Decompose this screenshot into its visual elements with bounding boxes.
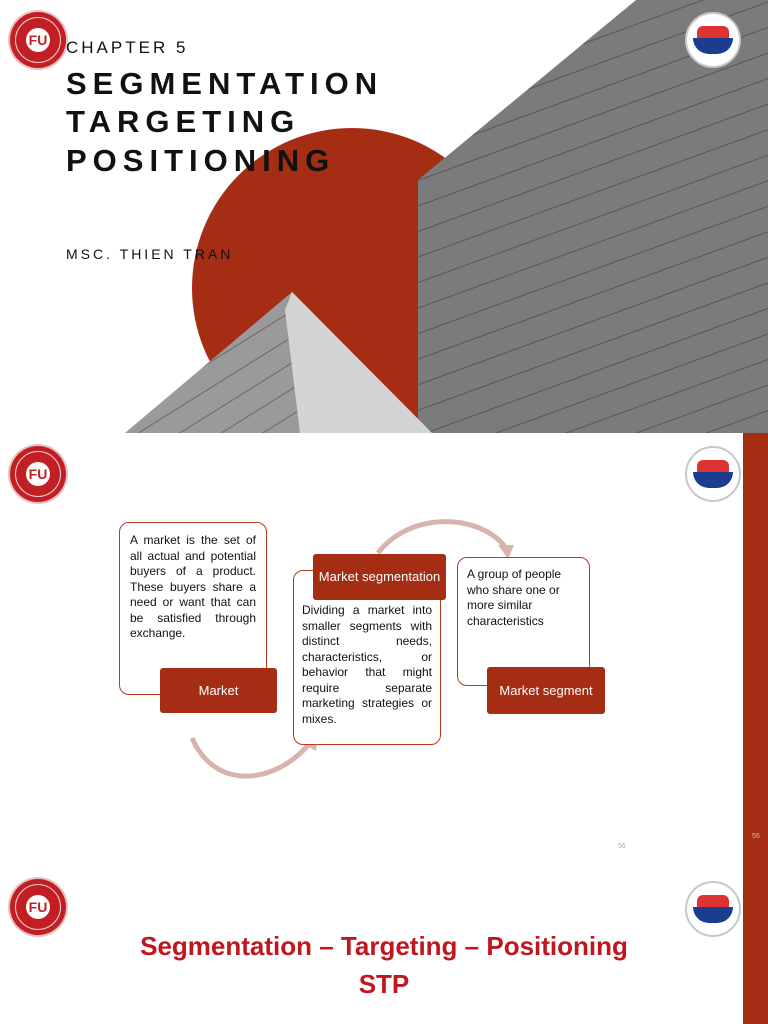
partner-university-seal-icon [685,881,741,937]
stp-title: Segmentation – Targeting – Positioning [140,931,628,961]
segmentation-label: Market segmentation [313,554,446,600]
title-slide-background [0,0,768,433]
title-positioning: POSITIONING [66,143,336,178]
segment-label: Market segment [487,667,605,714]
market-segmentation-slide [0,433,768,865]
chapter-label: CHAPTER 5 [66,38,189,57]
upper-curve-arrow [378,522,506,553]
author-name: MSC. THIEN TRAN [66,246,234,262]
title-targeting: TARGETING [66,104,301,139]
side-page-number: 56 [752,833,760,840]
stp-abbreviation: STP [358,969,410,999]
university-seal-icon: FU [10,446,66,502]
title-slide [0,0,768,433]
lower-curve-arrow [192,738,310,776]
page-number: 56 [618,843,626,850]
partner-university-seal-icon [685,12,741,68]
title-segmentation: SEGMENTATION [66,66,384,101]
stp-slide [0,865,768,1024]
market-label: Market [160,668,277,713]
university-seal-icon: FU [10,879,66,935]
university-seal-icon: FU [10,12,66,68]
market-definition: A market is the set of all actual and potential buyers of a product. These buyers share a need or want that can be satisfied through exchange. [119,522,267,695]
segmentation-definition: Dividing a market into smaller segments with distinct needs, characteristics, or behavior that might require separate marketing strategies or mixes. [293,570,441,745]
segment-definition: A group of people who share one or more similar characteristics [457,557,590,686]
